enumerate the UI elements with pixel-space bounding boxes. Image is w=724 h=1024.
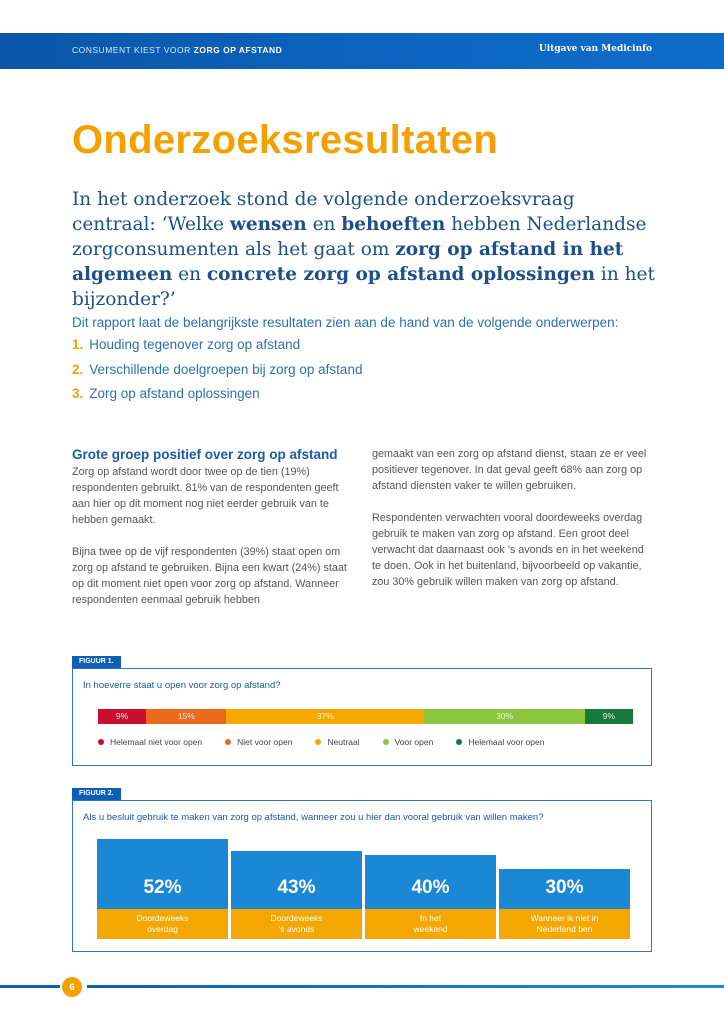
legend-dot-icon <box>383 739 389 745</box>
article-paragraph: Zorg op afstand wordt door twee op de tien (19%) respondenten gebruikt. 81% van de respondenten geeft aan hier op dit moment nog niet eerder gebruik van te hebben gemaakt. <box>72 466 339 526</box>
stacked-bar-chart <box>98 709 633 724</box>
chart-legend <box>98 737 567 747</box>
article-column-1 <box>72 446 354 624</box>
legend-dot-icon <box>315 739 321 745</box>
topic-label: Verschillende doelgroepen bij zorg op afstand <box>89 361 363 377</box>
legend-dot-icon <box>456 739 462 745</box>
topic-number: 1. <box>72 337 84 352</box>
stacked-bar-segment: 30% <box>424 709 585 724</box>
bar <box>499 869 630 909</box>
page-number: 6 <box>62 977 82 997</box>
header-bar <box>0 33 724 69</box>
bar <box>365 855 496 909</box>
lead-text: en <box>306 214 342 235</box>
legend-item <box>225 737 292 747</box>
publisher-label: Uitgave van Medicinfo <box>538 44 652 54</box>
lead-emphasis: wensen <box>229 214 307 235</box>
bar-value-label: 43% <box>277 876 316 898</box>
topic-label: Houding tegenover zorg op afstand <box>89 337 301 352</box>
bar-chart <box>97 801 642 951</box>
legend-dot-icon <box>225 739 231 745</box>
bar-category-label: Doordeweeks ’s avonds <box>231 909 362 939</box>
bar-category-label: In het weekend <box>365 909 496 939</box>
bar-column <box>231 801 362 951</box>
stacked-bar-segment: 37% <box>226 709 424 724</box>
stacked-bar-segment: 9% <box>98 709 146 724</box>
figure-2 <box>72 800 652 952</box>
bar <box>97 839 228 909</box>
article-column-2 <box>372 446 654 606</box>
topic-label: Zorg op afstand oplossingen <box>89 386 260 401</box>
topic-item <box>72 336 362 361</box>
lead-text: In het onderzoek stond de volgende onderzoeksvraag centraal: ‘Welke <box>72 189 575 235</box>
legend-label: Helemaal voor open <box>468 737 545 747</box>
legend-label: Voor open <box>394 737 434 747</box>
legend-dot-icon <box>98 739 104 745</box>
legend-item <box>383 737 434 747</box>
stacked-bar-segment: 9% <box>585 709 633 724</box>
legend-label: Neutraal <box>327 737 360 747</box>
article-paragraph: gemaakt van een zorg op afstand dienst, staan ze er veel positiever tegenover. In dat geval geeft 68% aan zorg op afstand diensten vaker te willen gebruiken. <box>372 448 647 492</box>
article-paragraph: Bijna twee op de vijf respondenten (39%) staat open om zorg op afstand te gebruiken. Bijna een kwart (24%) staat op dit moment niet open voor zorg op afstand. Wanneer respondenten eenmaal gebruik hebben <box>72 546 347 606</box>
topic-item <box>72 385 362 410</box>
legend-label: Niet voor open <box>237 737 293 747</box>
article-heading: Grote groep positief over zorg op afstand <box>72 447 338 462</box>
topic-number: 3. <box>72 386 84 401</box>
bar-column <box>365 801 496 951</box>
lead-text: en <box>172 264 207 285</box>
footer-rule <box>87 985 724 988</box>
bar-value-label: 52% <box>143 877 182 898</box>
footer-rule <box>0 985 60 988</box>
lead-emphasis: zorg op afstand in het algemeen <box>72 239 624 285</box>
stacked-bar-segment: 15% <box>146 709 226 724</box>
article-paragraph: Respondenten verwachten vooral doordeweeks overdag gebruik te maken van zorg op afstand. Een groot deel verwacht dat daarnaast ook ’s avonds en in het weekend te doen. Ook in het buitenland, bijvoorbeeld op vakantie, zou 30% gebruik willen maken van zorg op afstand. <box>372 512 644 588</box>
bar-column <box>97 801 228 951</box>
bar-value-label: 30% <box>545 876 584 898</box>
topic-item <box>72 361 362 386</box>
research-question <box>72 187 662 312</box>
figure-1 <box>72 668 652 766</box>
bar <box>231 851 362 909</box>
figure-1-tag: FIGUUR 1. <box>72 656 121 668</box>
section-title <box>72 45 282 55</box>
legend-item <box>456 737 544 747</box>
bar-value-label: 40% <box>411 876 450 898</box>
legend-item <box>315 737 359 747</box>
section-title-bold: ZORG OP AFSTAND <box>193 45 283 55</box>
figure-1-question: In hoeverre staat u open voor zorg op afstand? <box>83 680 281 691</box>
page-title: Onderzoeksresultaten <box>72 118 499 162</box>
topic-number: 2. <box>72 361 84 377</box>
section-title-prefix: CONSUMENT KIEST VOOR <box>72 45 191 55</box>
lead-text: hebben Nederlandse zorgconsumenten als het gaat om <box>72 214 647 260</box>
topic-list <box>72 336 362 410</box>
figure-2-tag: FIGUUR 2. <box>72 788 121 800</box>
figure-2-question: Als u besluit gebruik te maken van zorg op afstand, wanneer zou u hier dan vooral gebruik van willen maken? <box>83 812 544 823</box>
legend-label: Helemaal niet voor open <box>110 737 203 747</box>
lead-emphasis: behoeften <box>341 214 446 235</box>
bar-category-label: Doordeweeks overdag <box>97 909 228 939</box>
bar-column <box>499 801 630 951</box>
bar-category-label: Wanneer ik niet in Nederland ben <box>499 909 630 939</box>
legend-item <box>98 737 202 747</box>
intro-text: Dit rapport laat de belangrijkste resultaten zien aan de hand van de volgende onderwerpen: <box>72 315 619 330</box>
lead-emphasis: concrete zorg op afstand oplossingen <box>206 264 596 285</box>
lead-text: in het bijzonder?’ <box>72 264 655 310</box>
